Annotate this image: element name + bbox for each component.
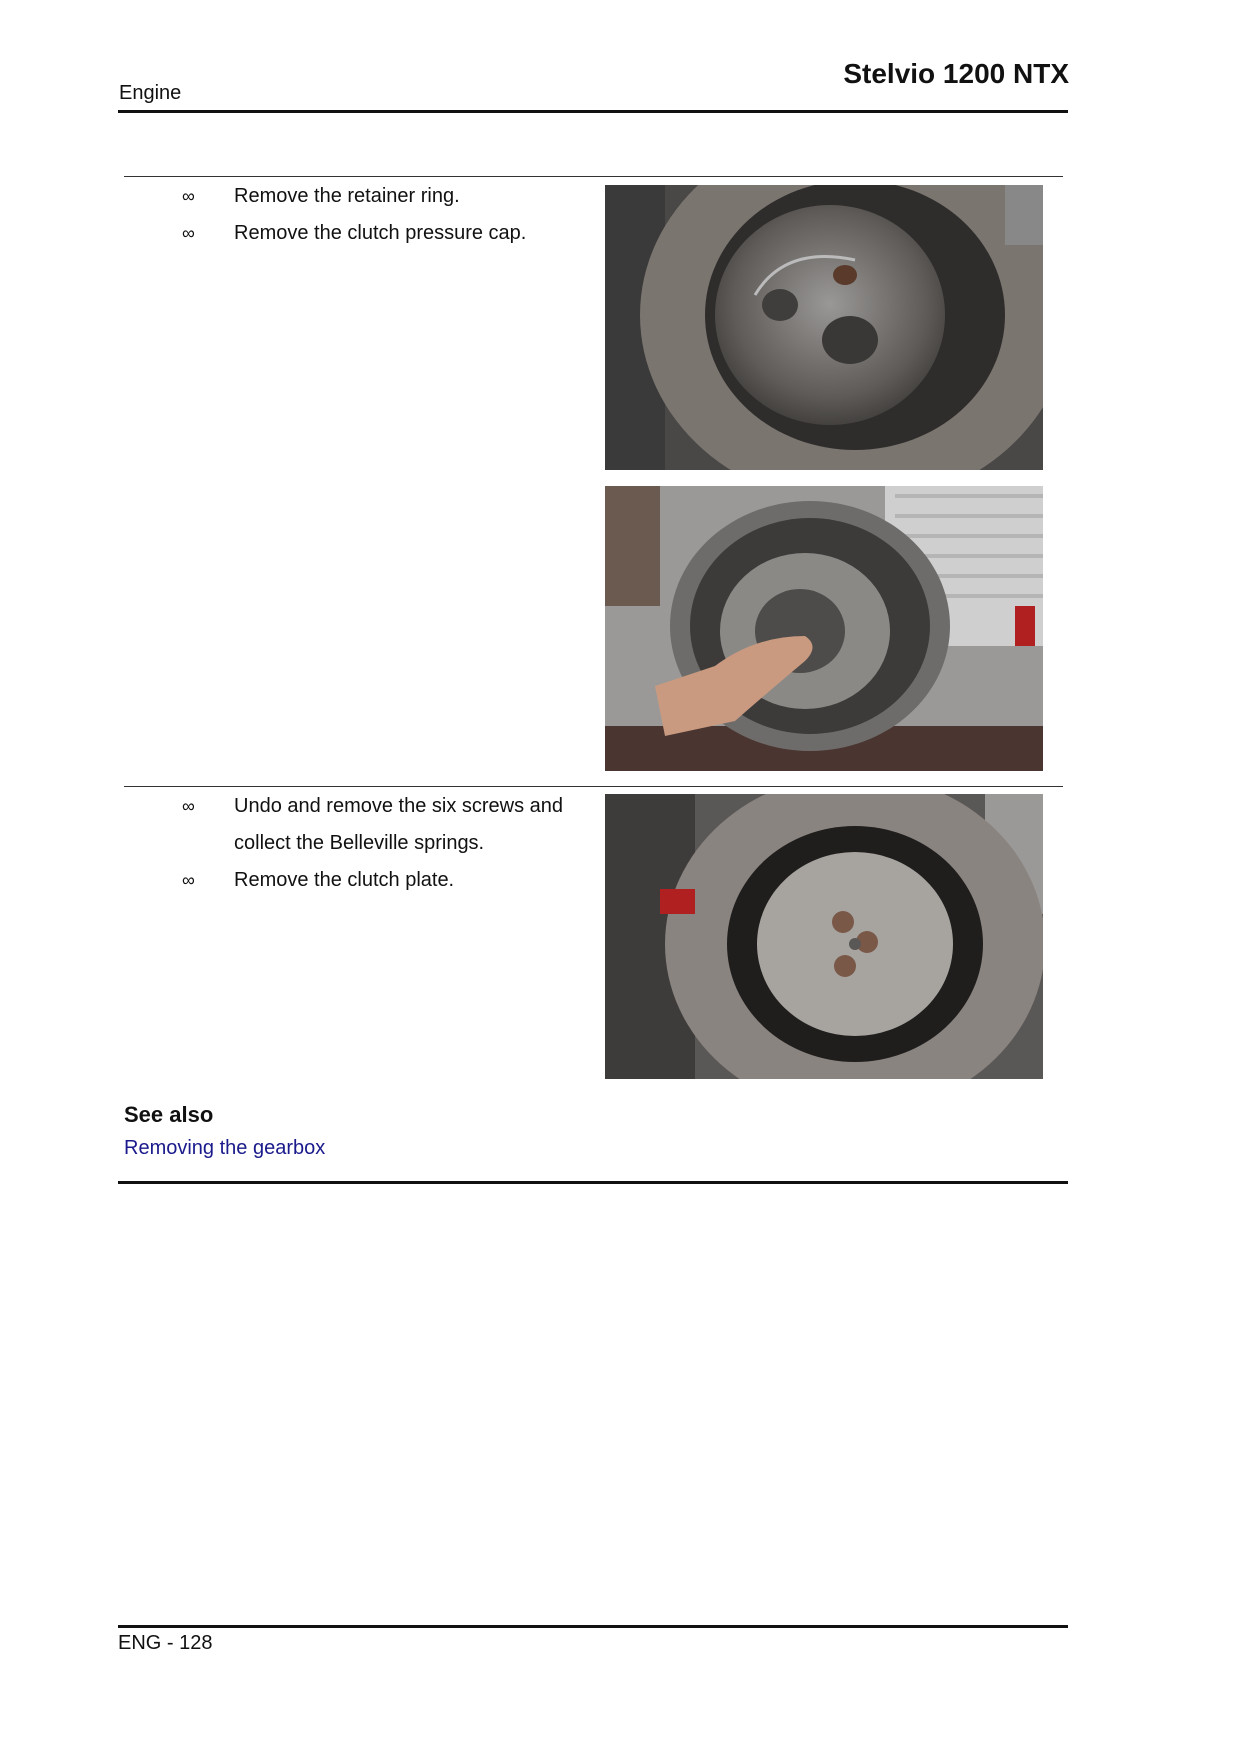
step-item [124, 215, 594, 252]
step-item [124, 862, 594, 899]
bullet-infinity-icon: ∞ [182, 186, 195, 206]
bullet-infinity-icon: ∞ [182, 796, 195, 816]
content-end-rule [118, 1181, 1068, 1184]
step-group-2-text [124, 788, 594, 899]
step-group-1-text [124, 178, 594, 252]
bullet-infinity-icon: ∞ [182, 223, 195, 243]
header-section-label: Engine [119, 82, 182, 104]
header-model-title: Stelvio 1200 NTX [843, 58, 1069, 89]
photo-pressure-cap [605, 486, 1043, 771]
removing-gearbox-link[interactable]: Removing the gearbox [124, 1137, 326, 1159]
step-text: Remove the retainer ring. [234, 185, 460, 207]
footer-page-number: ENG - 128 [118, 1632, 213, 1654]
photo-clutch-plate [605, 794, 1043, 1079]
step-group-1-divider [124, 176, 1063, 177]
step-group-2-divider [124, 786, 1063, 787]
step-text: Undo and remove the six screws and collect the Belleville springs. [234, 795, 564, 854]
photo-retainer-ring [605, 185, 1043, 470]
step-item [124, 178, 594, 215]
bullet-infinity-icon: ∞ [182, 870, 195, 890]
step-text: Remove the clutch pressure cap. [234, 222, 527, 244]
step-text: Remove the clutch plate. [234, 869, 455, 891]
footer-rule [118, 1625, 1068, 1628]
step-item [124, 788, 594, 862]
header-rule [118, 110, 1068, 113]
see-also-heading: See also [124, 1102, 214, 1127]
